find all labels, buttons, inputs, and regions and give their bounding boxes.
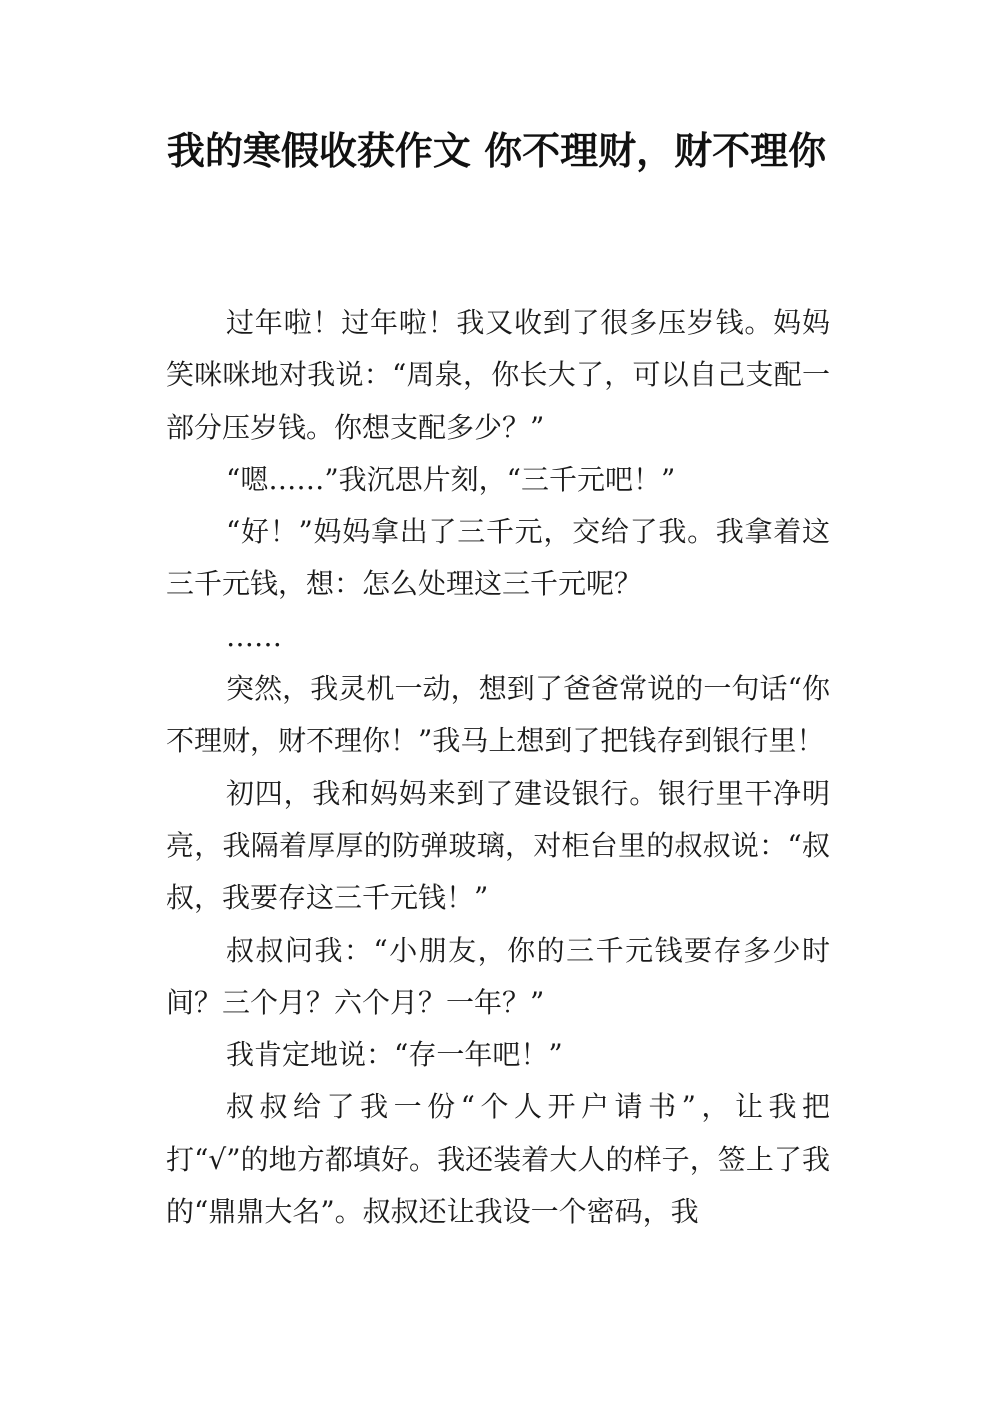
paragraph: 初四，我和妈妈来到了建设银行。银行里干净明亮，我隔着厚厚的防弹玻璃，对柜台里的叔叔说：“叔叔，我要存这三千元钱！”	[166, 776, 830, 915]
paragraph: “嗯……”我沉思片刻，“三千元吧！”	[226, 462, 676, 496]
paragraph: “好！”妈妈拿出了三千元，交给了我。我拿着这三千元钱，想：怎么处理这三千元呢？	[166, 515, 830, 601]
paragraph: 突然，我灵机一动，想到了爸爸常说的一句话“你不理财，财不理你！”我马上想到了把钱存到银行里！	[166, 672, 830, 758]
paragraph: 叔叔问我：“小朋友，你的三千元钱要存多少时间？三个月？六个月？一年？”	[166, 933, 830, 1019]
paragraph: 过年啦！过年啦！我又收到了很多压岁钱。妈妈笑咪咪地对我说：“周泉，你长大了，可以自己支配一部分压岁钱。你想支配多少？”	[166, 306, 830, 444]
paragraph: ……	[226, 619, 282, 653]
paragraph: 叔叔给了我一份“个人开户请书”，让我把打“√”的地方都填好。我还装着大人的样子，签上了我的“鼎鼎大名”。叔叔还让我设一个密码，我	[166, 1090, 830, 1229]
paragraph: 我肯定地说：“存一年吧！”	[226, 1038, 563, 1072]
document-title: 我的寒假收获作文 你不理财，财不理你	[166, 129, 827, 173]
document-body	[166, 297, 830, 1238]
